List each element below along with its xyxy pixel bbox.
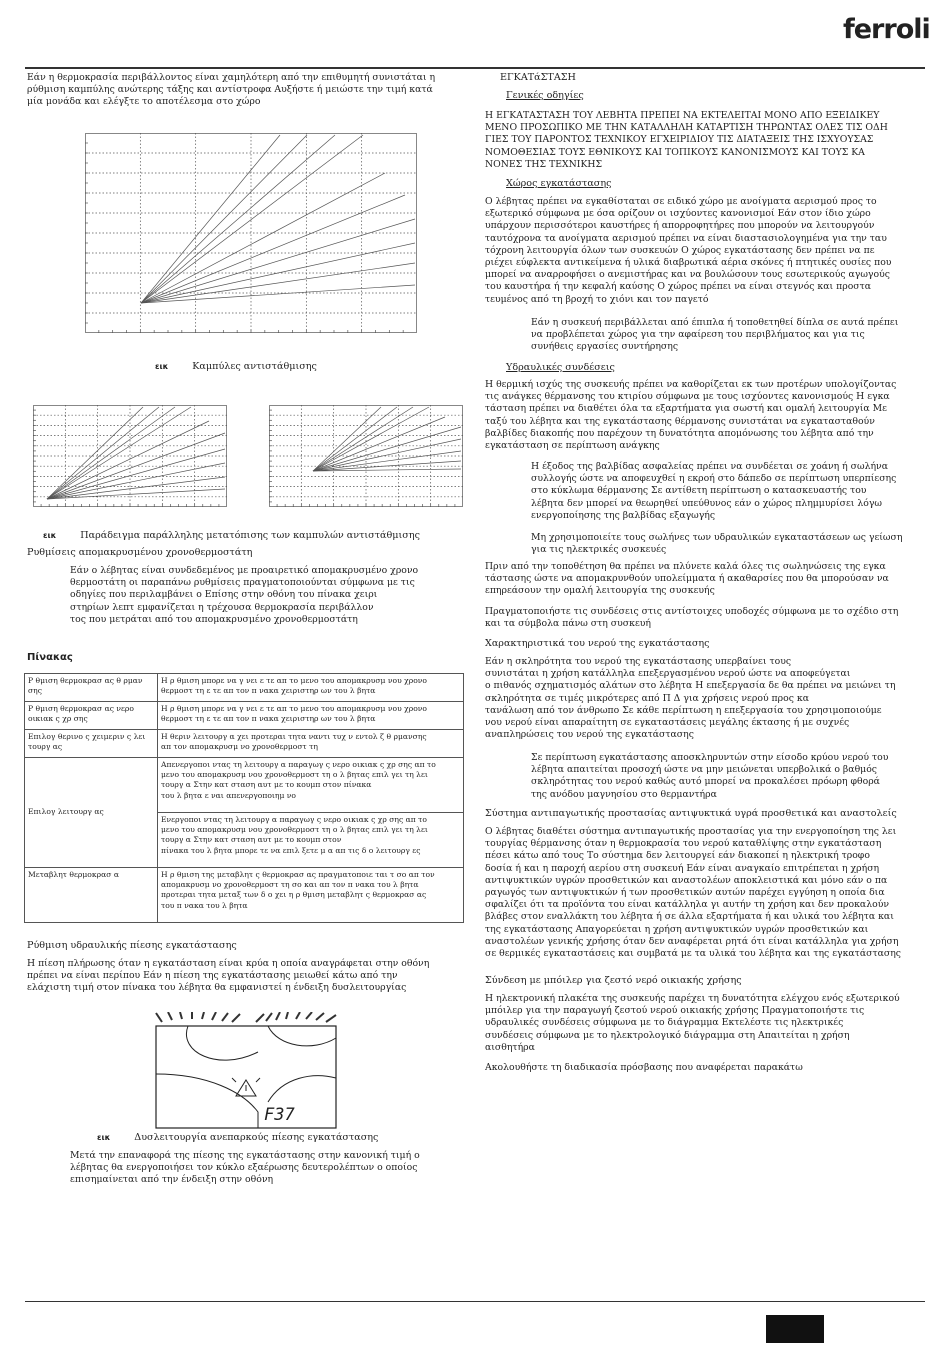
table-cell-label: Επιλογ θερινο ς χειμεριν ς λει τουργ ας xyxy=(25,730,158,758)
display-fault-code: F37 xyxy=(264,1105,295,1125)
chart2-curve xyxy=(47,463,225,499)
display-rays xyxy=(156,1012,336,1022)
intro-paragraph: Εάν η θερμοκρασία περιβάλλοντος είναι χαμηλότερη από την επιθυμητή συνιστάται η ρύθμιση καμπύλης ανώτερης τάξης και αντίστροφα Αυξήστε ή μειώστε την τιμή κατά μία μονάδα και ελέγξτε το αποτέλεσμα στο χώρο xyxy=(27,72,436,108)
hydraulic-note-ground: Μη χρησιμοποιείτε τους σωλήνες των υδραυλικών εγκαταστάσεων ως γείωση για τις ηλεκτρικές συσκευές xyxy=(531,532,903,556)
fig3-caption: εικ Δυσλειτουργία ανεπαρκούς πίεσης εγκατάστασης xyxy=(97,1132,379,1143)
table-cell-value: Η ρ θμιση μπορε να γ νει ε τε απ το μενο του απομακρυσμ νου χρονο θερμοστ τη ε τε απ τον π νακα χειριστηρ ων του λ βητα xyxy=(158,674,464,702)
space-note: Εάν η συσκευή περιβάλλεται από έπιπλα ή τοποθετηθεί δίπλα σε αυτά πρέπει να προβλέπεται χώρος για την αφαίρεση του περιβλήματος και για τις συνήθεις εργασίες συντήρησης xyxy=(531,317,899,353)
remote-thermostat-text: Εάν ο λέβητας είναι συνδεδεμένος με προαιρετικό απομακρυσμένο χρονο θερμοστάτη οι παραπάνω ρυθμίσεις πραγματοποιούνται σύμφωνα με τις οδηγίες που περιλαμβάνει ο Επίσης στην οθόνη του πίνακα χειρι στηρίων λεπτ εμφανίζεται η τρέχουσα θερμοκρασία περιβάλλον τος που μετράται από του απομακρυσμένο χρονοθερμοστάτη xyxy=(70,565,419,625)
section-title: ΕΓΚΑΤάΣΤΑΣΗ xyxy=(500,72,576,83)
chart1-curve xyxy=(141,263,415,303)
compensation-curves-chart xyxy=(85,133,417,333)
antifreeze-text: Ο λέβητας διαθέτει σύστημα αντιπαγωτικής προστασίας για την ενεργοποίηση της λει τουργίας θέρμανσης όταν η θερμοκρασία του νερού καταθλίψης στην εγκατάσταση πέσει κάτω από τους Το σύστημα δεν λειτουργεί εάν διακοπεί η ηλεκτρική τροφο δοσία ή και η παροχή αερίου στη συσκευή Εάν είναι αναγκαίο επιτρέπεται η χρήση αντιψυκτικών υγρών προσθετικών και αναστολέων αποκλειστικά και μόνο εάν ο πα ραγωγός των αντιψυκτικών ή των προσθετικών αυτών παρέχει εγγύηση η οποία δια σφαλίζει ότι τα προϊόντα του είναι κατάλληλα γι αυτήν τη χρήση και δεν προκαλούν βλάβες στον εναλλάκτη του λέβητα ή σε άλλα εξαρτήματα ή και υλικά του λέβητα και της εγκατάστασης Απαγορεύεται η χρήση αντιψυκτικών υγρών προσθετικών και αναστολέων γενικής χρήσης όταν δεν αναφέρεται ρητά ότι είναι κατάλληλα για χρήση σε θερμικές εγκαταστάσεις και συμβατά με τα υλικά του λέβητα και της εγκατάστασης xyxy=(485,826,901,960)
general-heading: Γενικές οδηγίες xyxy=(506,90,584,101)
remote-thermostat-heading: Ρυθμίσεις απομακρυσμένου χρονοθερμοστάτη xyxy=(27,547,253,558)
table-title: Πίνακας xyxy=(27,652,73,663)
table-cell-value: Απενεργοποι ντας τη λειτουργ α παραγωγ ς νερο οικιακ ς χρ σης απ το μενο του απομακρυσμ νου χρονοθερμοστ τη ο λ βητας επιλ γει τη λει τουργ α Στην κατ σταση αυτ με το κουμπ στον πίνακα του λ βητα ε ναι απενεργοποιημ νο xyxy=(158,758,464,813)
water-heading: Χαρακτηριστικά του νερού της εγκατάστασης xyxy=(485,638,710,649)
table-cell-value: Η ρ θμιση της μεταβλητ ς θερμοκρασ ας πραγματοποιε ται τ σο απ τον απομακρυσμ νο χρονοθερμοστ τη σο και απ τον π νακα του λ βητα προτεραι τητα μεταξ των δ ο χει η ρ θμιση μεταβλητ ς θερμοκρασ ας του π νακα του λ βητα xyxy=(158,868,464,923)
connect-text: Πραγματοποιήστε τις συνδέσεις στις αντίστοιχες υποδοχές σύμφωνα με το σχέδιο στη και τα σύμβολα πάνω στη συσκευή xyxy=(485,606,899,630)
fig1-caption: εικ Καμπύλες αντιστάθμισης xyxy=(155,361,317,372)
chart3-curve xyxy=(313,427,461,471)
chart2-curve xyxy=(47,407,191,499)
chart1-curve xyxy=(141,195,405,303)
final-text: Ακολουθήστε τη διαδικασία πρόσβασης που αναφέρεται παρακάτω xyxy=(485,1062,803,1073)
hydraulic-heading: Υδραυλικές συνδέσεις xyxy=(506,362,615,373)
water-text: Εάν η σκληρότητα του νερού της εγκατάστασης υπερβαίνει τους συνιστάται η χρήση κατάλληλα επεξεργασμένου νερού ώστε να αποφεύγεται ο πιθανός σχηματισμός αλάτων στο λέβητα Η επεξεργασία δε θα πρέπει να μειώνει τη σκληρότητα σε τιμές μικρότερες από Π Δ για χρήσεις νερού προς κα τανάλωση από τον άνθρωπο Σε κάθε περίπτωση η επεξεργασία του χρησιμοποιούμε νου νερού είναι απαραίτητη σε εγκαταστάσεις μεγάλης έκτασης ή με συχνές αναπληρώσεις του νερού της εγκατάστασης xyxy=(485,656,896,741)
after-reset-text: Μετά την επαναφορά της πίεσης της εγκατάστασης στην κανονική τιμή ο λέβητας θα ενεργοποιήσει τον κύκλο εξαέρωσης δευτερολέπτων ο οποίος επισημαίνεται από την ένδειξη στην οθόνη xyxy=(70,1150,420,1186)
boiler-heading: Σύνδεση με μπόιλερ για ζεστό νερό οικιακής χρήσης xyxy=(485,975,742,986)
water-note: Σε περίπτωση εγκατάστασης αποσκληρυντών στην είσοδο κρύου νερού του λέβητα απαιτείται προσοχή ώστε να μην μειώνεται υπερβολικά ο βαθμός σκληρότητας του νερού καθώς αυτό μπορεί να προκαλέσει πρόωρη φθορά της ανόδου μαγνησίου στο θερμαντήρα xyxy=(531,752,889,800)
flush-text: Πριν από την τοποθέτηση θα πρέπει να πλύνετε καλά όλες τις σωληνώσεις της εγκα τάστασης ώστε να απομακρυνθούν υπολείμματα ή ακαθαρσίες που θα μπορούσαν να επηρεάσουν την ομαλή λειτουργία της συσκευής xyxy=(485,561,889,597)
table-cell-label: Επιλογ λειτουργ ας xyxy=(25,758,158,868)
table-row xyxy=(25,868,464,923)
table-cell-label: Ρ θμιση θερμοκρασ ας θ ρμαν σης xyxy=(25,674,158,702)
chart1-curve xyxy=(141,135,335,303)
fig2-caption: εικ Παράδειγμα παράλληλης μετατόπισης των καμπυλών αντιστάθμισης xyxy=(43,530,420,541)
ferroli-logo: ferroli xyxy=(843,14,930,45)
chart1-curve xyxy=(141,135,363,303)
page-number-box xyxy=(766,1315,824,1343)
table-cell-label: Ρ θμιση θερμοκρασ ας νερο οικιακ ς χρ σης xyxy=(25,702,158,730)
shift-example-chart-right xyxy=(269,405,463,507)
table-row xyxy=(25,730,464,758)
table-row xyxy=(25,702,464,730)
header-rule xyxy=(25,67,925,69)
table-cell-label: Μεταβλητ θερμοκρασ α xyxy=(25,868,158,923)
pressure-heading: Ρύθμιση υδραυλικής πίεσης εγκατάστασης xyxy=(27,940,237,951)
chart1-curve xyxy=(141,135,280,303)
chart2-curve xyxy=(47,407,175,499)
boiler-text: Η ηλεκτρονική πλακέτα της συσκευής παρέχει τη δυνατότητα ελέγχου ενός εξωτερικού μπόιλερ για την παραγωγή ζεστού νερού οικιακής χρήσης Πραγματοποιήστε τις υδραυλικές συνδέσεις σύμφωνα με το διάγραμμα Εκτελέστε τις ηλεκτρικές συνδέσεις σύμφωνα με το ηλεκτρολογικό διάγραμμα στη Απαιτείται η χρήση αισθητήρα xyxy=(485,993,900,1053)
chart2-curve xyxy=(47,489,225,499)
table-cell-value: Ενεργοποι ντας τη λειτουργ α παραγωγ ς νερο οικιακ ς χρ σης απ το μενο του απομακρυσμ νου χρονοθερμοστ τη ο λ βητας επιλ γει τη λει τουργ α Στην κατ σταση αυτ με το κουμπ στον πίνακα του λ βητα μπορε τε να επιλ ξετε μ α απ τις δ ο λειτουργ ες xyxy=(158,813,464,868)
general-text: Η ΕΓΚΑΤΑΣΤΑΣΗ ΤΟΥ ΛΕΒΗΤΑ ΠΡΕΠΕΙ ΝΑ ΕΚΤΕΛΕΙΤΑΙ ΜΟΝΟ ΑΠΟ ΕΞΕΙΔΙΚΕΥ ΜΕΝΟ ΠΡΟΣΩΠΙΚΟ ΜΕ ΤΗΝ ΚΑΤΑΛΛΗΛΗ ΚΑΤΑΡΤΙΣΗ ΤΗΡΩΝΤΑΣ ΟΛΕΣ ΤΙΣ ΟΔΗ ΓΙΕΣ ΤΟΥ ΠΑΡΟΝΤΟΣ ΤΕΧΝΙΚΟΥ ΕΓΧΕΙΡΙΔΙΟΥ ΤΙΣ ΔΙΑΤΑΞΕΙΣ ΤΗΣ ΙΣΧΥΟΥΣΑΣ ΝΟΜΟΘΕΣΙΑΣ ΤΟΥΣ ΕΘΝΙΚΟΥΣ ΚΑΙ ΤΟΠΙΚΟΥΣ ΚΑΝΟΝΙΣΜΟΥΣ ΚΑΙ ΤΟΥΣ ΚΑ ΝΟΝΕΣ ΤΗΣ ΤΕΧΝΙΚΗΣ xyxy=(485,110,888,170)
pressure-text: Η πίεση πλήρωσης όταν η εγκατάσταση είναι κρύα η οποία αναγράφεται στην οθόνη πρέπει να είναι περίπου Εάν η πίεση της εγκατάστασης μειωθεί κάτω από την ελάχιστη τιμή στον πίνακα του λέβητα θα εμφανιστεί η ένδειξη δυσλειτουργίας xyxy=(27,958,430,994)
settings-table xyxy=(24,673,464,923)
space-heading: Χώρος εγκατάστασης xyxy=(506,178,612,189)
antifreeze-heading: Σύστημα αντιπαγωτικής προστασίας αντιψυκτικά υγρά προσθετικά και αναστολείς xyxy=(485,808,897,819)
shift-example-chart-left xyxy=(33,405,227,507)
chart1-curve xyxy=(141,173,385,303)
chart2-curve xyxy=(47,477,225,499)
footer-rule xyxy=(25,1301,925,1302)
table-row xyxy=(25,674,464,702)
table-cell-value: Η ρ θμιση μπορε να γ νει ε τε απ το μενο του απομακρυσμ νου χρονο θερμοστ τη ε τε απ τον π νακα χειριστηρ ων του λ βητα xyxy=(158,702,464,730)
table-cell-value: Η θεριν λειτουργ α χει προτεραι τητα ναντι τυχ ν εντολ ζ θ ρμανσης απ τον απομακρυσμ νο χρονοθερμοστ τη xyxy=(158,730,464,758)
hydraulic-note-valve: Η έξοδος της βαλβίδας ασφαλείας πρέπει να συνδέεται σε χοάνη ή σωλήνα συλλογής ώστε να αποφευχθεί η εκροή στο δάπεδο σε περίπτωση υπερπίεσης στο κύκλωμα θέρμανσης Σε αντίθετη περίπτωση ο κατασκευαστής του λέβητα δεν μπορεί να θεωρηθεί υπεύθυνος εάν ο χώρος πλημμυρίσει λόγω ενεργοποίησης της βαλβίδας εξαγωγής xyxy=(531,461,897,521)
hydraulic-text: Η θερμική ισχύς της συσκευής πρέπει να καθορίζεται εκ των προτέρων υπολογίζοντας τις ανάγκες θέρμανσης του κτιρίου σύμφωνα με τους ισχύοντες κανονισμούς Η εγκα τάσταση πρέπει να διαθέτει όλα τα εξαρτήματα για σωστή και ομαλή λειτουργία Με ταξύ του λέβητα και της εγκατάστασης θέρμανσης συνιστάται να εγκατασταθούν βαλβίδες διακοπής που παρέχουν τη δυνατότητα απομόνωσης του λέβητα από την εγκατάσταση σε περίπτωση ανάγκης xyxy=(485,379,897,452)
pressure-fault-display xyxy=(148,1012,344,1132)
space-text: Ο λέβητας πρέπει να εγκαθίσταται σε ειδικό χώρο με ανοίγματα αερισμού προς το εξωτερικό σύμφωνα με όσα ορίζουν οι ισχύοντες κανονισμοί Εάν στον ίδιο χώρο υπάρχουν περισσότεροι καυστήρες ή απορροφητήρες που μπορούν να λειτουργούν ταυτόχρονα τα ανοίγματα αερισμού πρέπει να είναι διαστασιολογημένα για την ταυ τόχρονη λειτουργία όλων των συσκευών Ο χώρος εγκατάστασης δεν πρέπει να πε ριέχει εύφλεκτα αντικείμενα ή υλικά διαβρωτικά αέρια σκόνες ή πτητικές ουσίες που μπορεί να αναρροφήσει ο ανεμιστήρας και να βουλώσουν τους εσωτερικούς αγωγούς του καυστήρα ή την κεφαλή καύσης Ο χώρος πρέπει να είναι στεγνός και προστα τευμένος από τη βροχή το χιόνι και τον παγετό xyxy=(485,196,892,305)
table-row xyxy=(25,758,464,813)
